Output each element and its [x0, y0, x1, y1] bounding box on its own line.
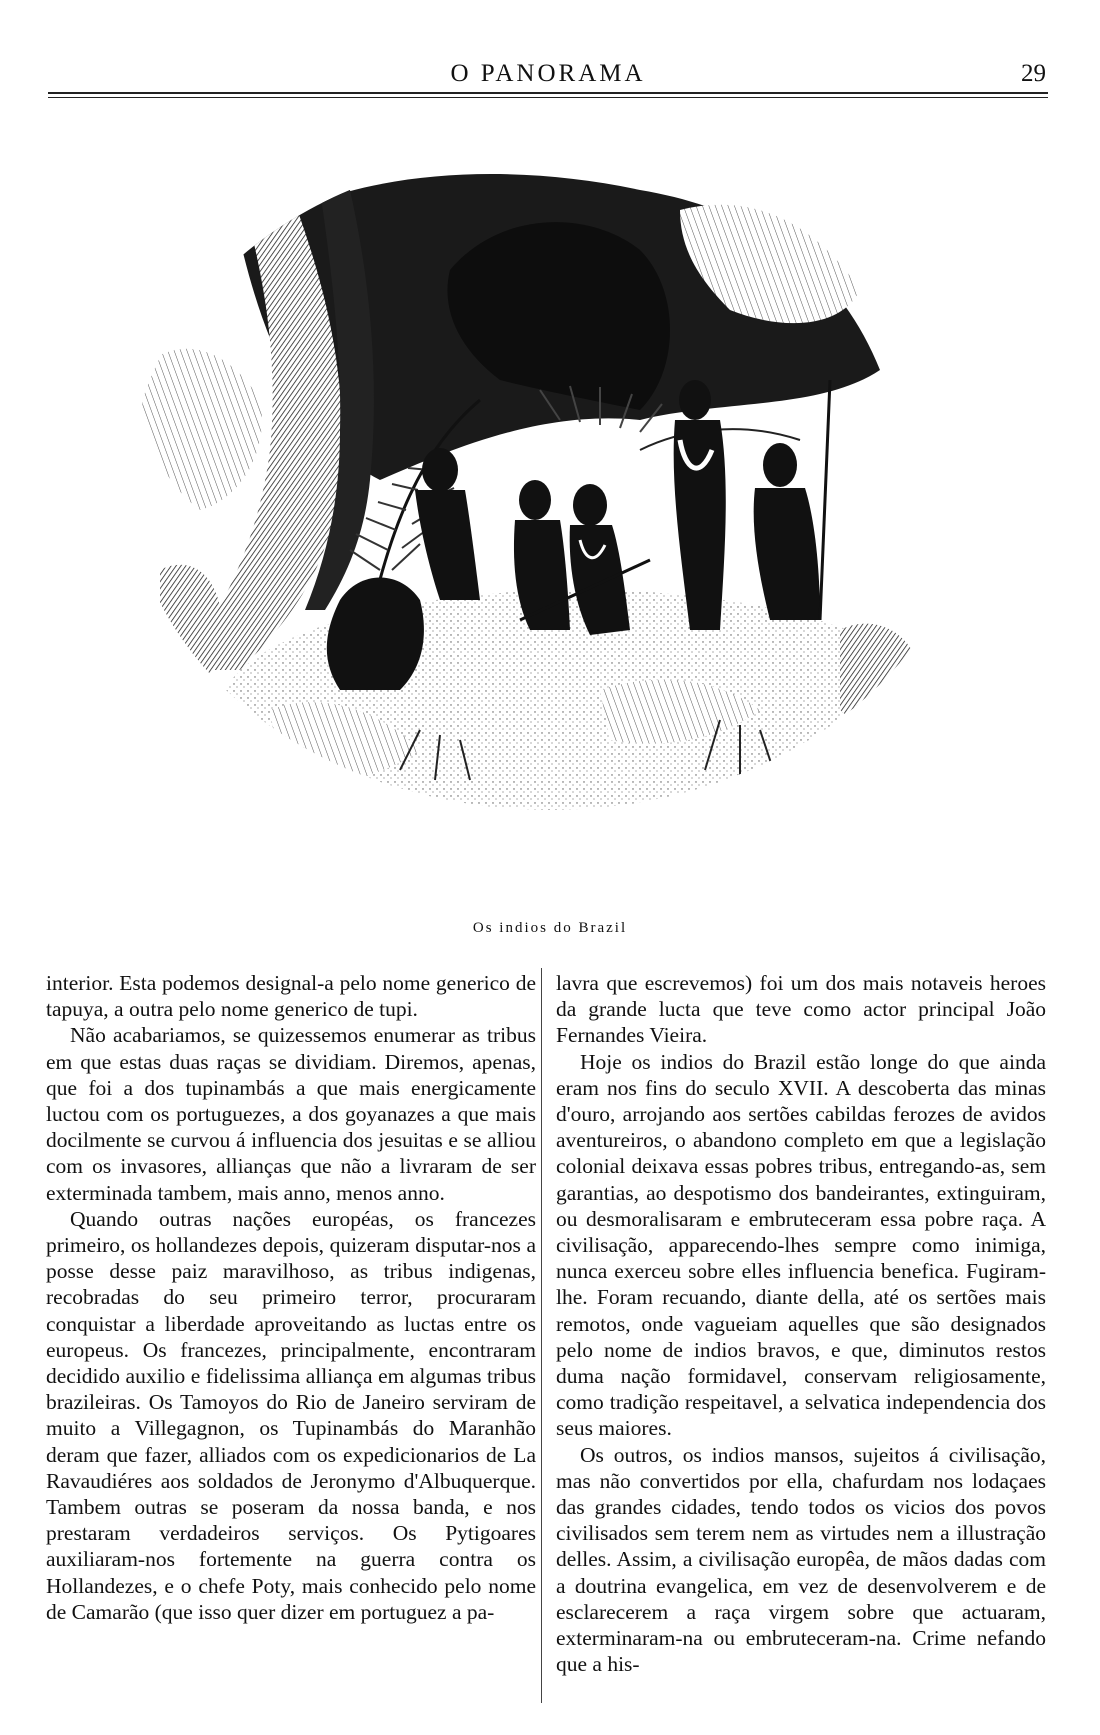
header-rule-thin	[48, 97, 1048, 98]
right-paragraph-1: lavra que escrevemos) foi um dos mais notaveis heroes da grande lucta que teve como actor principal João Fernandes Vieira.	[556, 971, 1046, 1048]
page-number: 29	[1021, 60, 1046, 87]
right-paragraph-3: Os outros, os indios mansos, sujeitos á civilisação, mas não convertidos por ella, chafurdam nos lodaçaes das grandes cidades, tendo todos os vicios dos povos civilisados sem terem nem as virtudes nem a illustração delles. Assim, a civilisação europêa, de mãos dadas com a doutrina evangelica, em vez de desenvolverem e de esclarecerem a raça virgem sobre que actuaram, exterminaram-na ou embruteceram-na. Crime nefando que a his-	[556, 1442, 1046, 1677]
engraving-illustration	[120, 150, 980, 890]
header-rule-thick	[48, 92, 1048, 94]
right-text-column	[556, 970, 1046, 1690]
left-text-column	[46, 970, 536, 1690]
left-paragraph-3: Quando outras nações européas, os francezes primeiro, os hollandezes depois, quizeram disputar-nos a posse desse paiz maravilhoso, as tribus indigenas, recobradas do seu primeiro terror, procuraram conquistar a liberdade aproveitando as luctas entre os europeus. Os francezes, principalmente, encontraram decidido auxilio e fidelissima alliança em algumas tribus brazileiras. Os Tamoyos do Rio de Janeiro serviram de muito a Villegagnon, os Tupinambás do Maranhão deram que fazer, alliados com os expedicionarios de La Ravaudiéres aos soldados de Jeronymo d'Albuquerque. Tambem outras se poseram da nossa banda, e nos prestaram verdadeiros serviços. Os Pytigoares auxiliaram-nos fortemente na guerra contra os Hollandezes, e o chefe Poty, mais conhecido pelo nome de Camarão (que isso quer dizer em portuguez a pa-	[46, 1206, 536, 1624]
left-paragraph-2: Não acabariamos, se quizessemos enumerar as tribus em que estas duas raças se dividiam. Diremos, apenas, que foi a dos tupinambás a que mais energicamente luctou com os portuguezes, a dos goyanazes a que mais docilmente se curvou á influencia dos jesuitas e se alliou com os invasores, allianças que não a livraram de ser exterminada tambem, mais anno, menos anno.	[46, 1023, 536, 1205]
right-paragraph-2: Hoje os indios do Brazil estão longe do que ainda eram nos fins do seculo XVII. A descoberta das minas d'ouro, arrojando aos sertões cabildas ferozes de avidos aventureiros, o abandono completo em que a legislação colonial deixava essas pobres tribus, entregando-as, sem garantias, ao despotismo dos bandeirantes, extinguiram, ou desmoralisaram e embruteceram essa pobre raça. A civilisação, apparecendo-lhes sempre como inimiga, nunca exerceu sobre elles influencia benefica. Fugiram-lhe. Foram recuando, diante della, até os sertões mais remotos, onde vagueiam aquelles que são designados pelo nome de indios bravos, e que, diminutos restos duma nação formidavel, conservam religiosamente, como tradição respeitavel, a selvatica independencia dos seus maiores.	[556, 1049, 1046, 1441]
column-divider	[541, 968, 542, 1703]
left-paragraph-1: interior. Esta podemos designal-a pelo nome generico de tapuya, a outra pelo nome generico de tupi.	[46, 971, 536, 1022]
illustration-caption: Os indios do Brazil	[472, 920, 628, 936]
publication-title: O PANORAMA	[450, 60, 646, 87]
